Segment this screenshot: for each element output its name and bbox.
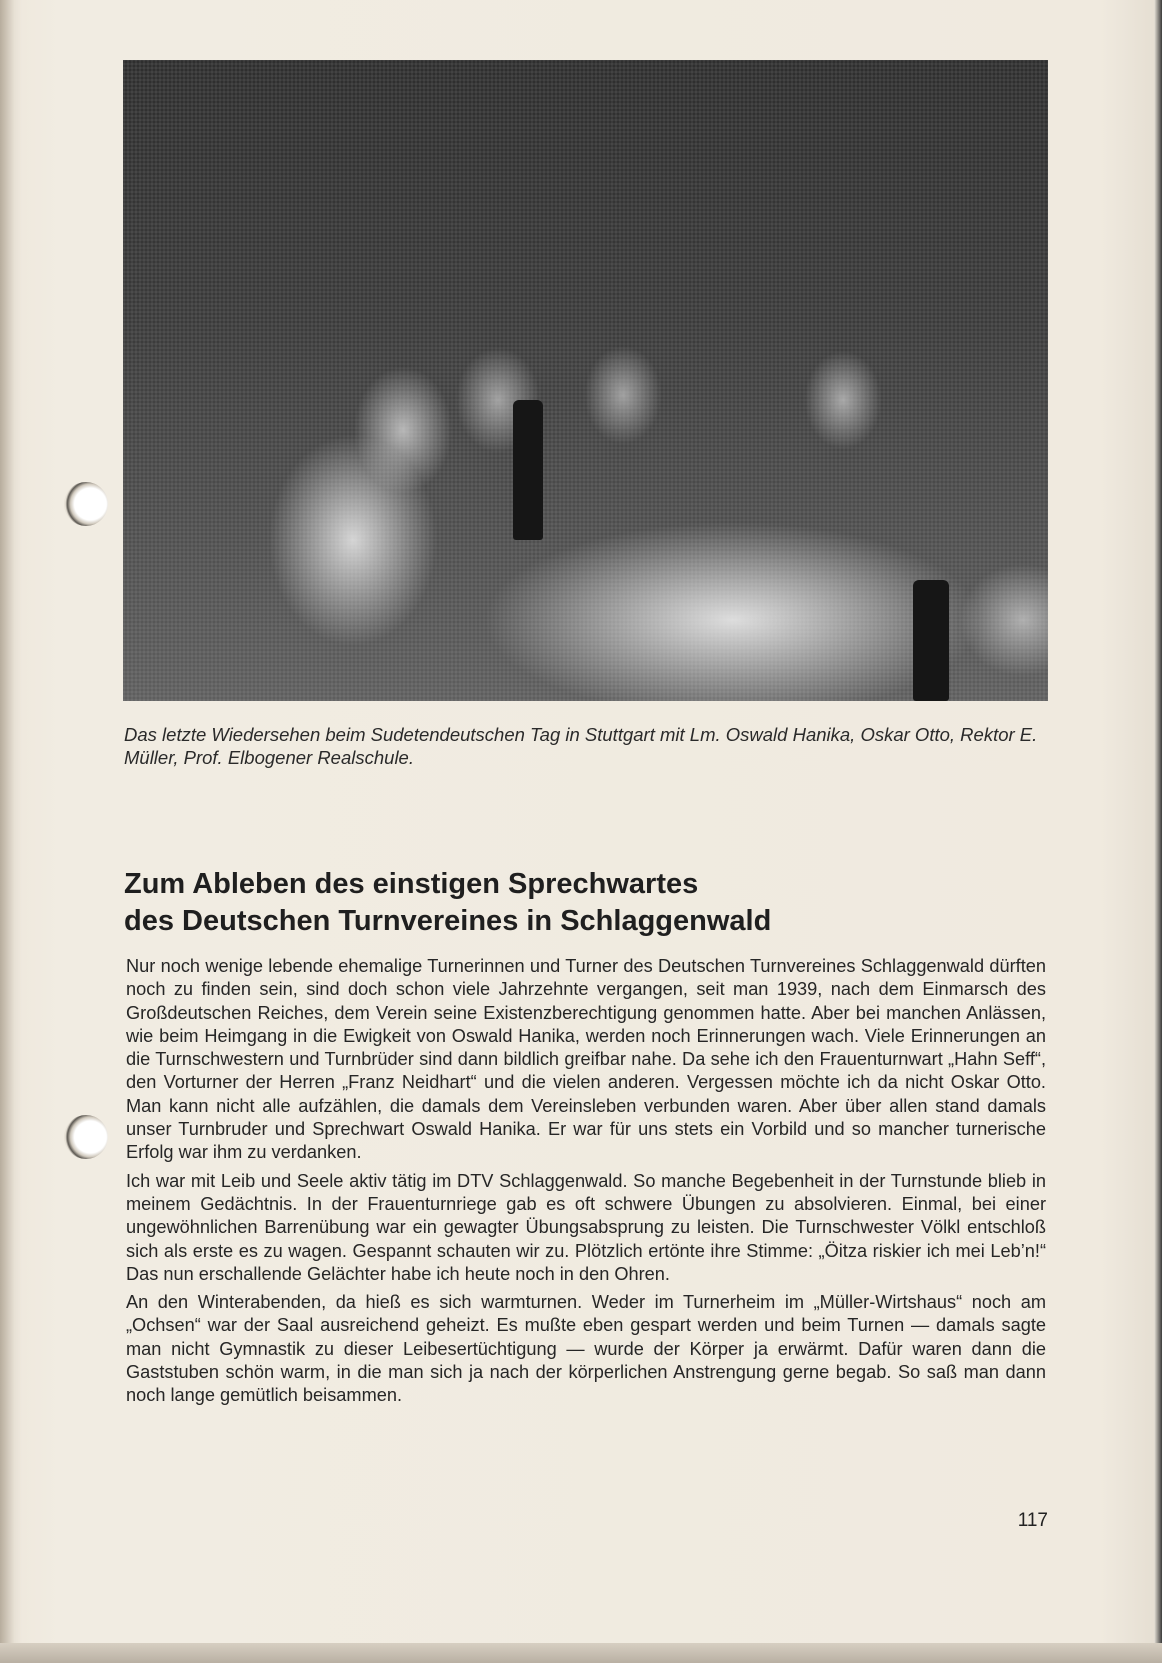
punch-hole-bottom <box>64 1115 108 1159</box>
page-spine <box>0 0 14 1663</box>
article-paragraph: Ich war mit Leib und Seele aktiv tätig im DTV Schlaggenwald. So manche Begebenheit in der Turnstunde blieb in meinem Gedächtnis. In der Frauenturnriege gab es oft schwere Übungen zu absolvieren. Einmal, bei einer ungewöhnlichen Barrenübung war ein gewagter Übungsabsprung zu leisten. Die Turnschwester Völkl entschloß sich als erste es zu wagen. Gespannt schauten wir zu. Plötzlich ertönte ihre Stimme: „Öitza riskier ich mei Leb’n!“ Das nun erschallende Gelächter habe ich heute noch in den Ohren. <box>126 1170 1046 1284</box>
page-number: 117 <box>1017 1510 1048 1531</box>
photo-bottle-left <box>513 400 543 540</box>
photo-bottle-right <box>913 580 949 701</box>
headline-line-2: des Deutschen Turnvereines in Schlaggenwald <box>124 905 772 937</box>
page-right-edge <box>1154 0 1162 1663</box>
article-paragraph: Nur noch wenige lebende ehemalige Turnerinnen und Turner des Deutschen Turnvereines Schlaggenwald dürften noch zu finden sein, sind doch schon viele Jahrzehnte vergangen, seit man 1939, nach dem Einmarsch des Großdeutschen Reiches, dem Verein seine Existenzberechtigung genommen hatte. Aber bei manchen Anlässen, wie beim Heimgang in die Ewigkeit von Oswald Hanika, werden noch Erinnerungen wach. Viele Erinnerungen an die Turnschwestern und Turnbrüder sind dann bildlich greifbar nahe. Da sehe ich den Frauenturnwart „Hahn Seff“, den Vorturner der Herren „Franz Neidhart“ und die vielen anderen. Vergessen möchte ich da nicht Oskar Otto. Man kann nicht alle aufzählen, die damals dem Vereinsleben verbunden waren. Aber über allen stand damals unser Turnbruder und Sprechwart Oswald Hanika. Er war für uns stets ein Vorbild und so mancher turnerische Erfolg war ihm zu verdanken. <box>126 956 1046 1163</box>
headline-line-1: Zum Ableben des einstigen Sprechwartes <box>124 868 699 900</box>
page-bottom-edge <box>0 1643 1162 1663</box>
article-paragraph: An den Winterabenden, da hieß es sich warmturnen. Weder im Turnerheim im „Müller-Wirtshaus“ noch am „Ochsen“ war der Saal ausreichend geheizt. Es mußte eben gespart werden und beim Turnen — damals sagte man nicht Gymnastik zu dieser Leibesertüchtigung — wurde der Körper ja erwärmt. Dafür waren dann die Gaststuben schön warm, in die man sich ja nach der körperlichen Anstrengung gerne begab. So saß man dann noch lange gemütlich beisammen. <box>126 1292 1046 1406</box>
punch-hole-top <box>64 482 108 526</box>
article-headline <box>124 866 1048 940</box>
article-body <box>126 955 1046 1413</box>
photo-caption: Das letzte Wiedersehen beim Sudetendeutschen Tag in Stuttgart mit Lm. Oswald Hanika, Oskar Otto, Rektor E. Müller, Prof. Elbogener Realschule. <box>124 724 1038 768</box>
photo <box>123 60 1048 701</box>
